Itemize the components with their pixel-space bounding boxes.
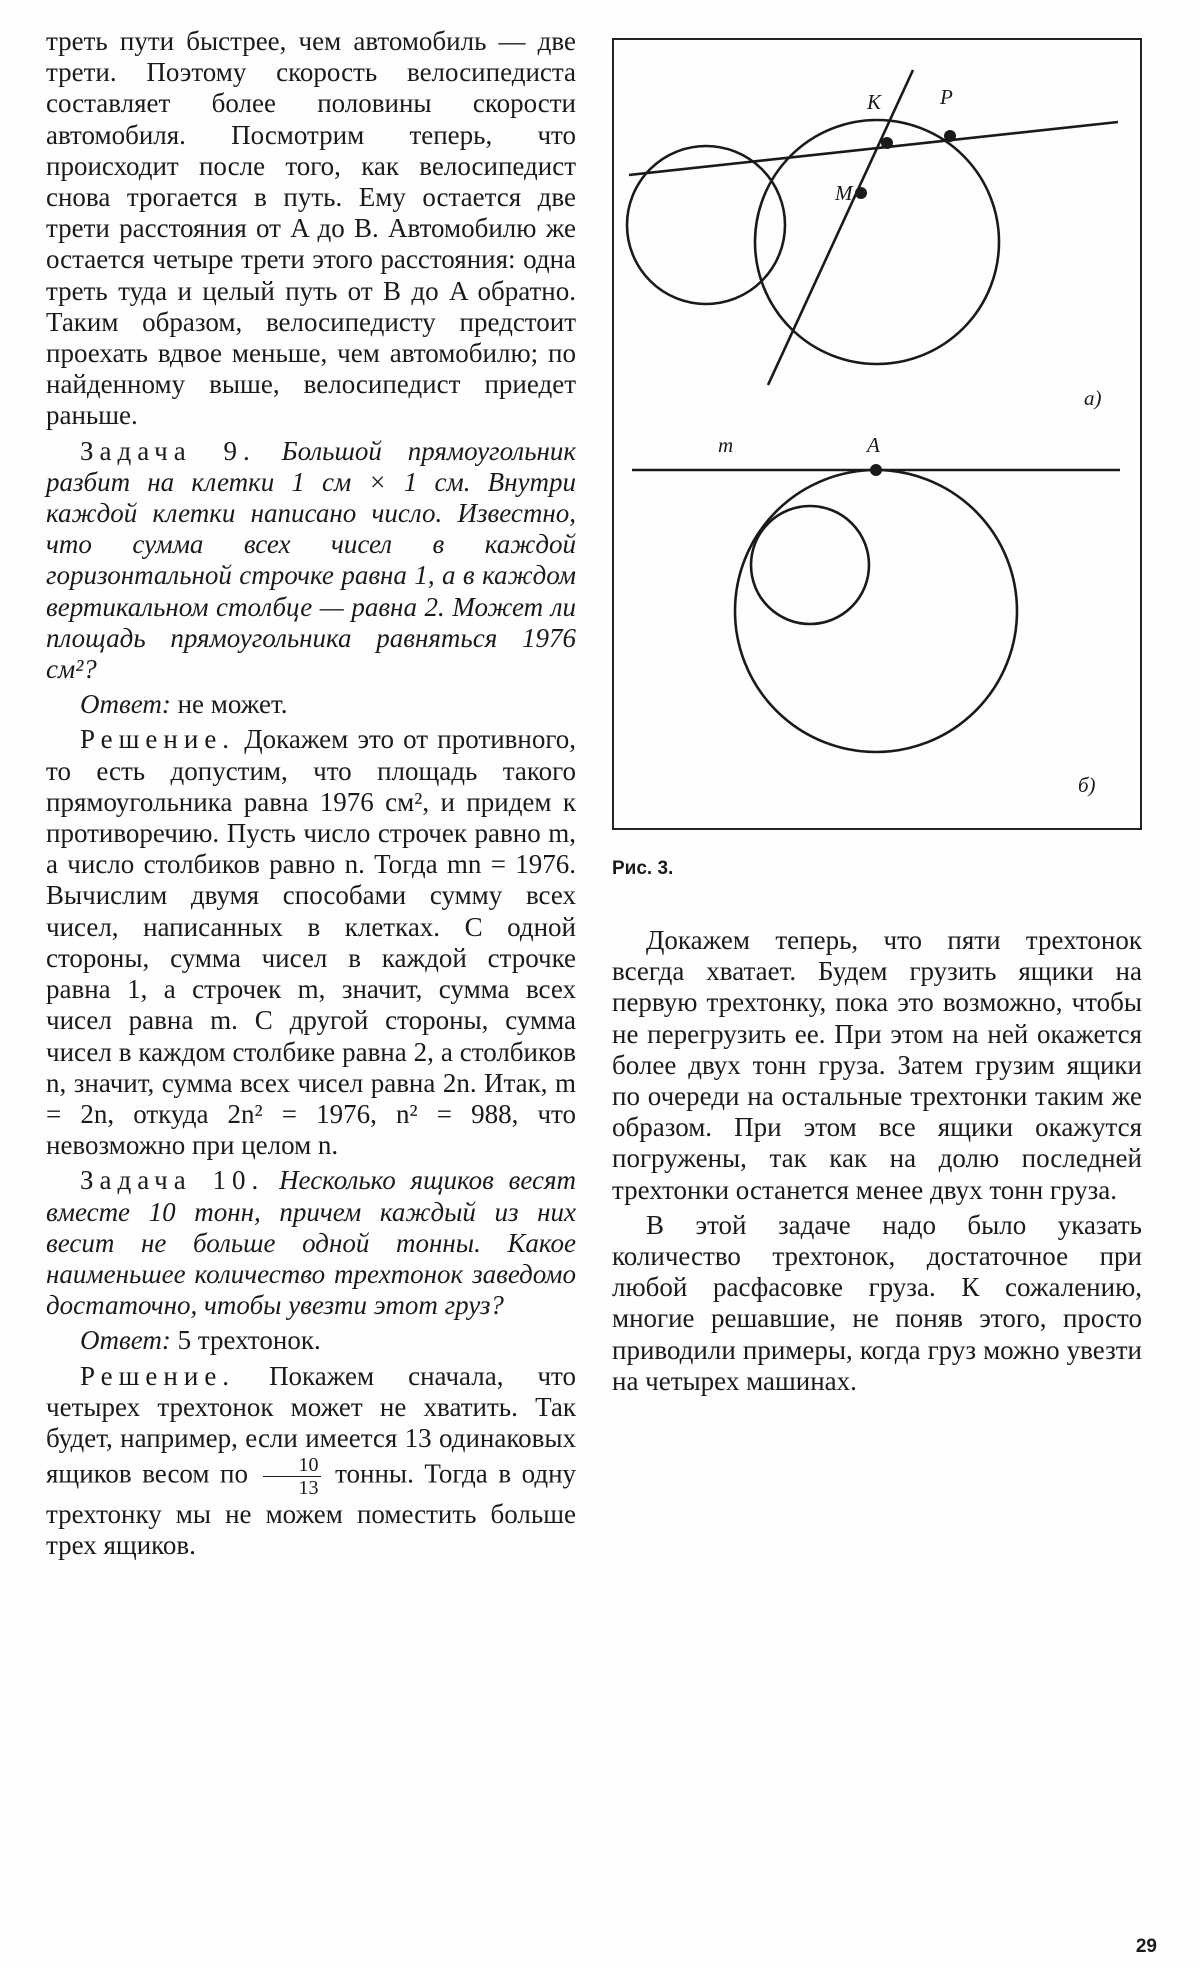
task-9-label: Задача 9.	[80, 435, 256, 466]
left-column	[46, 26, 576, 1562]
task-10-label: Задача 10.	[80, 1165, 265, 1196]
answer-10	[46, 1325, 576, 1356]
solution-9	[46, 724, 576, 1161]
answer-10-label: Ответ:	[80, 1325, 171, 1356]
point-A	[870, 464, 882, 476]
figure-caption: Рис. 3.	[612, 858, 674, 879]
label-m: m	[718, 433, 734, 457]
fraction-numerator: 10	[263, 1454, 321, 1477]
label-a: a)	[1084, 386, 1102, 410]
point-P	[944, 130, 956, 142]
solution-10-label: Решение.	[80, 1360, 236, 1391]
label-P: P	[940, 85, 953, 109]
answer-9-label: Ответ:	[80, 689, 171, 720]
right-column	[612, 925, 1142, 1397]
tangent-line-common	[629, 122, 1118, 175]
figure-box	[612, 38, 1142, 830]
circle-small-b	[751, 506, 869, 624]
solution-9-label: Решение.	[80, 724, 236, 755]
label-b: б)	[1078, 773, 1096, 797]
point-M	[855, 187, 867, 199]
figure-drawing	[614, 40, 1140, 828]
answer-9	[46, 689, 576, 720]
answer-10-text: 5 трехтонок.	[177, 1325, 321, 1356]
circle-big-b	[735, 470, 1017, 752]
answer-9-text: не может.	[177, 689, 288, 720]
label-M: M	[835, 181, 853, 205]
label-A: A	[867, 433, 880, 457]
label-K: K	[867, 90, 882, 114]
fraction	[263, 1454, 321, 1499]
task-9-text: Большой прямоугольник разбит на клетки 1 см × 1 см. Внутри каждой клетки написано число. Известно, что сумма всех чисел в каждой горизонтальной строчке равна 1, а в каждом вертикальном столбце — равна 2. Может ли площадь прямоугольника равняться 1976 см²?	[46, 435, 577, 685]
point-K	[881, 137, 893, 149]
fraction-denominator: 13	[298, 1477, 319, 1500]
task-9	[46, 436, 576, 686]
paragraph-continuation: треть пути быстрее, чем автомобиль — две трети. Поэтому скорость велосипедиста составляет более половины скорости автомобиля. Посмотрим теперь, что происходит после того, как велосипедист снова трогается в путь. Ему остается две трети расстояния от A до B. Автомобилю же остается четыре трети этого расстояния: одна треть туда и целый путь от B до A обратно. Таким образом, велосипедисту предстоит проехать вдвое меньше, чем автомобилю; по найденному выше, велосипедист приедет раньше.	[46, 26, 576, 431]
task-10	[46, 1165, 576, 1321]
solution-10-text-a: Покажем сначала, что четырех трехтонок может не хватить. Так будет, например, если имеется 13 одинаковых ящиков весом по	[46, 1360, 576, 1489]
right-paragraph-2: В этой задаче надо было указать количество трехтонок, достаточное при любой расфасовке груза. К сожалению, многие решавшие, не поняв этого, просто приводили примеры, когда груз можно увезти на четырех машинах.	[612, 1209, 1142, 1396]
solution-10-text-b: тонны. Тогда в одну трехтонку мы не можем поместить больше трех ящиков.	[46, 1458, 577, 1561]
page-number: 29	[1135, 1936, 1157, 1957]
solution-10	[46, 1361, 576, 1562]
right-paragraph-1: Докажем теперь, что пяти трехтонок всегда хватает. Будем грузить ящики на первую трехтонку, пока это возможно, чтобы не перегрузить ее. При этом на ней окажется более двух тонн груза. Затем грузим ящики по очереди на остальные трехтонки таким же образом. При этом все ящики окажутся погружены, так как на долю последней трехтонки останется менее двух тонн груза.	[612, 925, 1142, 1205]
secant-line	[768, 70, 913, 385]
solution-9-text: Докажем это от противного, то есть допустим, что площадь такого прямоугольника равна 1976 см², и придем к противоречию. Пусть число строчек равно m, а число столбиков равно n. Тогда mn = 1976. Вычислим двумя способами сумму всех чисел, написанных в клетках. С одной стороны, сумма чисел в каждой строчке равна 1, а строчек m, значит, сумма всех чисел равна m. С другой стороны, сумма чисел в каждом столбике равна 2, а столбиков n, значит, сумма всех чисел равна 2n. Итак, m = 2n, откуда 2n² = 1976, n² = 988, что невозможно при целом n.	[46, 724, 576, 1161]
task-10-text: Несколько ящиков весят вместе 10 тонн, причем каждый из них весит не больше одной тонны. Какое наименьшее количество трехтонок заведомо достаточно, чтобы увезти этот груз?	[46, 1165, 576, 1321]
